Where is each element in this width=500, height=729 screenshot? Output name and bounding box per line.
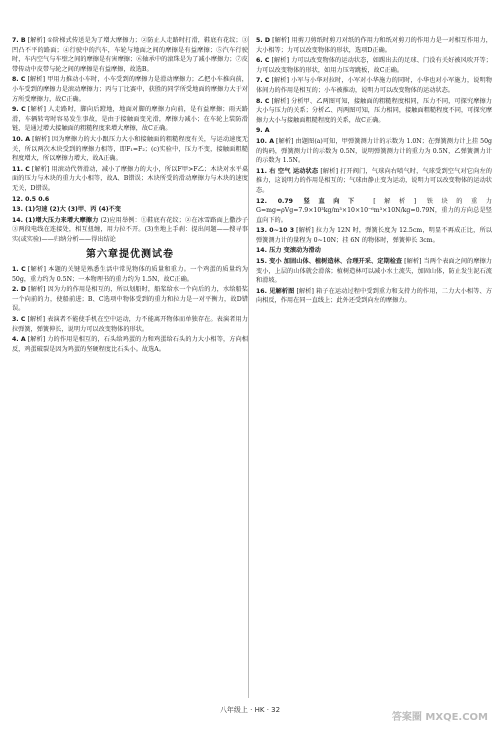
answer-item — [256, 76, 492, 95]
answer-explanation: [解析] 因为力的作用是相互的，所以划船时，船桨给水一个向后的力，水给船桨一个向前的力，使船前进；B、C选项中物体受到的重力和拉力是一对平衡力，故D错误。 — [12, 286, 248, 313]
answer-number: 13. (1)匀速 (2)大 (3)甲、丙 (4)不变 — [12, 206, 121, 214]
answer-explanation: [解析] 由题图(a)可知，甲弹簧测力计的示数为 1.0N；在弹簧测力计上挂 50g 的钩码，弹簧测力计的示数为 0.5N，说明弹簧测力计的重力为 0.5N，乙弹簧测力计的示数为 1.5N。 — [256, 137, 492, 165]
answer-item — [256, 137, 492, 166]
left-column — [12, 36, 248, 355]
answer-number: 3. C — [12, 316, 26, 324]
answer-explanation: [解析] 箱子在运动过程中受到重力和支持力的作用，二力大小相等、方向相反，作用在同一直线上；此外还受到向左的摩擦力。 — [256, 287, 492, 305]
answer-explanation: [解析] 当两个表面之间的摩擦力变小，上层的山体就会滑落；植树造林可以减小水土流失，加固山体，防止发生泥石流和滑坡。 — [256, 258, 492, 285]
answer-explanation: [解析] 因为摩擦力的大小跟压力大小和接触面的粗糙程度有关，与运动速度无关，所以两次木块受到的摩擦力相等，即F₁=F₂；(c)实验中，压力不变，接触面粗糙程度增大，所以摩擦力增大，故A正确。 — [12, 135, 248, 163]
answer-number: 4. A — [12, 336, 26, 344]
answer-item — [12, 315, 248, 334]
watermark-logo: 答案圈 MXQE.COM — [391, 712, 488, 723]
answer-number: 2. D — [12, 286, 27, 294]
answer-number: 5. D — [256, 37, 271, 44]
answer-item — [256, 257, 492, 286]
answer-item — [256, 287, 492, 306]
answer-item — [12, 105, 248, 134]
answer-explanation: [解析] 铁块的重力 G=mg=ρVg=7.9×10³kg/m³×10×10⁻⁶m³×10N/kg=0.79N，重力的方向总是竖直向下的。 — [256, 197, 492, 224]
answer-number: 11. 右 空气 运动状态 — [256, 167, 319, 175]
answer-explanation: [解析] 分析甲、乙两图可知，接触面的粗糙程度相同，压力不同，可探究摩擦力大小与压力的关系；分析乙、丙两图可知，压力相同，接触面粗糙程度不同，可探究摩擦力大小与接触面粗糙程度的关系，故C正确。 — [256, 97, 492, 124]
answer-explanation: [解析] 打开阀门，气球向右喷气时，气球受到空气对它向左的推力，这说明力的作用是相互的；气球由静止变为运动，说明力可以改变物体的运动状态。 — [256, 167, 492, 194]
answer-item — [256, 97, 492, 126]
answer-item — [256, 126, 492, 136]
answer-number: 10. A — [256, 137, 274, 145]
answer-item — [12, 135, 248, 164]
column-divider — [248, 36, 249, 698]
answer-number: 13. 0~10 3 — [256, 227, 294, 235]
right-column — [256, 36, 492, 307]
answer-explanation: [解析] 表演者不能使手机在空中运动，力不能离开物体而单独存在。表演者用力拉弹簧，弹簧伸长，说明力可以改变物体的形状。 — [12, 316, 248, 333]
answer-number: 10. A — [12, 135, 31, 143]
answer-explanation: [解析] 甲用力推动小车时，小车受到的摩擦力是滑动摩擦力；乙把小车推向前，小车受到的摩擦力是滚动摩擦力；丙与丁比赛中，获胜的同学所受地面的摩擦力大于对方所受摩擦力，故C正确。 — [12, 76, 248, 103]
answer-item — [12, 335, 248, 354]
answer-number: 16. 见解析图 — [256, 287, 295, 295]
answer-number: 14. 压力 变滚动为滑动 — [256, 247, 321, 255]
answer-item — [12, 75, 248, 104]
answer-item — [12, 285, 248, 314]
answer-explanation: [解析] 人走路时，脚向后蹬地，地面对脚的摩擦力向前，是有益摩擦；雨天路滑，车辆转弯时容易发生事故，是由于接触面变光滑，摩擦力减小；在车轮上装防滑链，是通过增大接触面的粗糙程度来增大摩擦，故C正确。 — [12, 106, 248, 133]
answer-number: 1. C — [12, 266, 26, 274]
answer-item — [12, 195, 248, 205]
answer-number: 14. (1)增大压力来增大摩擦力 — [12, 216, 99, 224]
answer-item — [256, 167, 492, 196]
answer-number: 8. C — [12, 76, 26, 84]
section-title: 第六章提优测试卷 — [86, 249, 174, 261]
answer-explanation: [解析] ①阶梯式传送是为了增大摩擦力；②防止人走路时打滑，鞋底有花纹；③凹凸不平的路面；④行驶中的汽车，车轮与地面之间的摩擦是有益摩擦；⑤汽车行驶时，车内空气与车壁之间的摩擦是有害摩擦；⑥轴承中的滚珠是为了减小摩擦力；⑦皮带传动中皮带与轮之间的摩擦是有益摩擦，故选B。 — [12, 37, 248, 73]
answer-item — [12, 165, 248, 194]
page-footer: 八年级上 · HK · 32 — [219, 706, 281, 714]
answer-number: 12. 0.5 0.6 — [12, 195, 50, 203]
answer-number: 7. B — [12, 37, 26, 44]
answer-explanation: [解析] 力的作用是相互的，石头给鸡蛋的力和鸡蛋给石头的力大小相等，方向相反，鸡蛋破裂是因为鸡蛋的坚硬程度比石头小。故选A。 — [12, 336, 248, 353]
answer-item — [12, 265, 248, 284]
answer-number: 15. 变小 加固山体、植树造林、合理开采、定期检查 — [256, 258, 403, 266]
answer-item — [256, 226, 492, 245]
answer-number: 9. A — [256, 127, 270, 135]
answer-item — [256, 246, 492, 256]
answer-number: 9. C — [12, 106, 26, 114]
answer-number: 7. C — [256, 77, 270, 85]
answer-explanation: [解析] 小军与小华对拉时，小军对小华施力的同时，小华也对小军施力，说明物体间力的作用是相互的；小车被推动，说明力可以改变物体的运动状态。 — [256, 77, 492, 94]
answer-item — [12, 216, 248, 245]
answer-number: 8. C — [256, 97, 270, 105]
answer-number: 6. C — [256, 57, 270, 65]
answer-explanation: [解析] 本题的关键是熟悉生活中常见物体的质量和重力。一个鸡蛋的质量约为 50g，重力约为 0.5N；一本物理书的重力约为 1.5N，故C正确。 — [12, 266, 248, 283]
answer-number: 11. C — [12, 165, 30, 173]
answer-explanation: [解析] 用剪刀剪纸时剪刀对纸的作用力和纸对剪刀的作用力是一对相互作用力，大小相等；力可以改变物体的形状，选项D正确。 — [256, 37, 492, 54]
answer-explanation: [解析] 用滚动代替滑动，减小了摩擦力的大小，所以F甲>F乙；木块对水平桌面的压力与木块的重力大小相等，故A、B错误；木块所受的滑动摩擦力与木块的速度无关，D错误。 — [12, 165, 249, 192]
answer-explanation: (2)应用举例：①鞋底有花纹；②在冰雪路面上撒沙子 ③两段电线在连接处，相互扭缠，用力拉不开。(3)坐地上手刹：提出问题——搜寻事实(或实验)——归纳分析——得出结论 — [12, 216, 248, 243]
answer-explanation: [解析] 拉力为 12N 时，弹簧长度为 12.5cm，明显不再成正比，所以弹簧测力计的量程为 0~10N；挂 6N 的物体时，弹簧伸长 3cm。 — [256, 227, 492, 244]
answer-item — [12, 36, 248, 74]
answer-item — [12, 205, 248, 215]
answer-item — [256, 56, 492, 75]
answer-item — [256, 197, 492, 226]
answer-item — [256, 36, 492, 55]
answer-explanation: [解析] 力可以改变物体的运动状态，如踢出去的足球、门没有关好被风吹开等；力可以改变物体的形状，如用力压弯跳板，故C正确。 — [256, 57, 492, 74]
answer-number: 12. 0.79 竖直向下 — [256, 197, 363, 205]
